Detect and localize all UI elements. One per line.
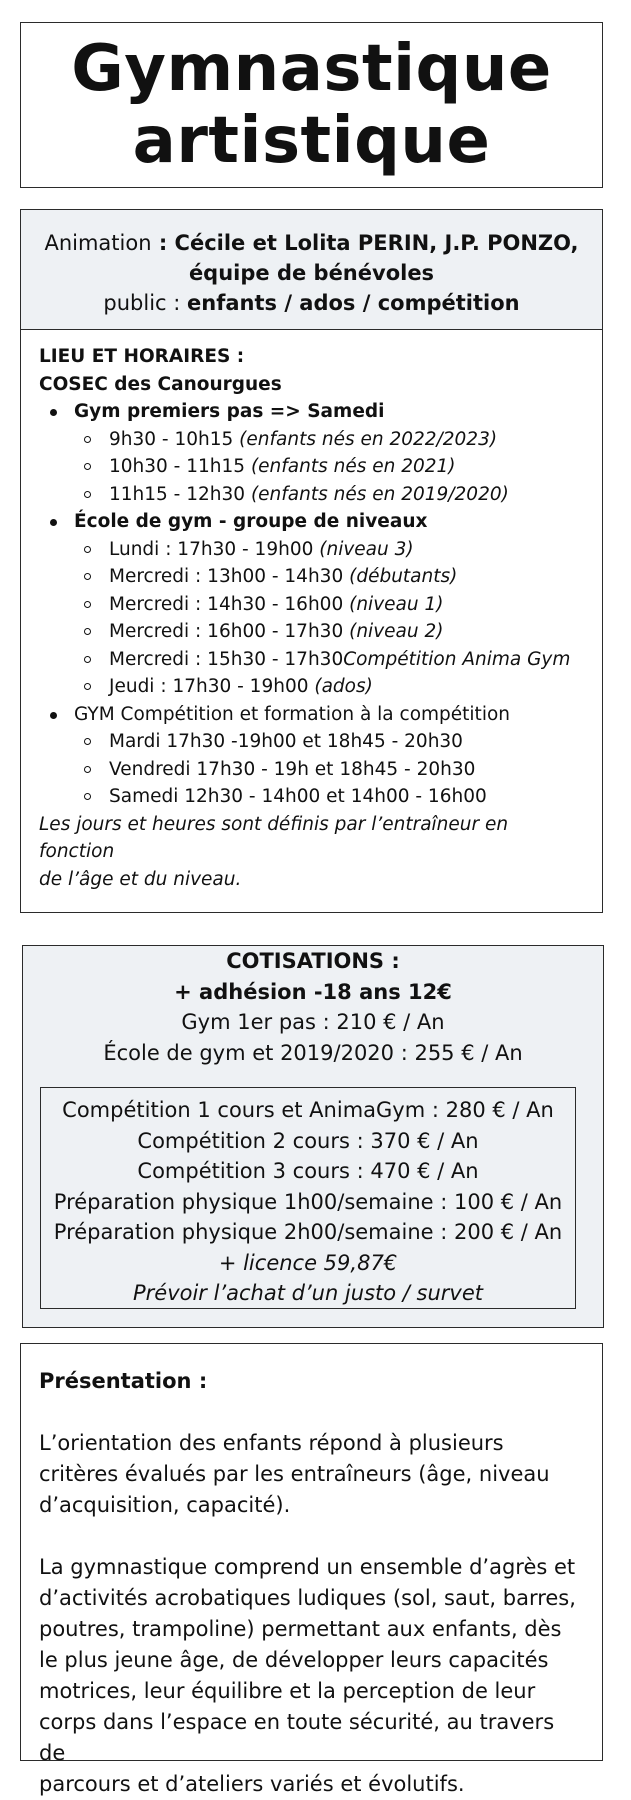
slot-note: (ados) [314,676,373,697]
paragraph-line: le plus jeune âge, de développer leurs capacités [39,1648,549,1672]
slot-item [74,618,584,646]
slot-item [74,783,584,811]
public-value: enfants / ados / compétition [187,291,520,315]
animation-label: Animation [44,231,152,255]
slot-time: Mercredi : 13h00 - 14h30 [109,566,350,587]
slot-item [74,563,584,591]
slot-time: Vendredi 17h30 - 19h et 18h45 - 20h30 [109,758,476,780]
cotisations-heading: COTISATIONS : [226,949,400,973]
group-label: Gym premiers pas => Samedi [74,401,385,422]
slot-time: 11h15 - 12h30 [109,483,251,505]
title-line-1: Gymnastique [71,32,552,106]
cotisations-summary [23,946,603,1068]
cotisations-box [22,945,604,1328]
footnote-line-2: de l’âge et du niveau. [39,868,242,890]
lieu-heading: LIEU ET HORAIRES : [39,346,245,367]
lieu-place: COSEC des Canourgues [39,373,282,395]
slot-time: Jeudi : 17h30 - 19h00 [109,676,315,697]
slot-note: (enfants nés en 2021) [250,456,456,477]
title-line-2: artistique [132,104,491,178]
ecole-de-gym-price: École de gym et 2019/2020 : 255 € / An [103,1040,523,1065]
price-line: Préparation physique 2h00/semaine : 200 € / An [53,1220,563,1244]
slot-item [74,673,584,701]
price-line: Préparation physique 1h00/semaine : 100 € / An [53,1189,563,1214]
slot-item [74,756,584,784]
slot-list [74,426,584,509]
animation-names-line-1: Cécile et Lolita PERIN, J.P. PONZO, [174,231,579,255]
slot-item [74,728,584,756]
paragraph-line: poutres, trampoline) permettant aux enfants, dès [39,1617,562,1641]
paragraph-line: d’acquisition, capacité). [39,1493,291,1517]
slot-time: Mercredi : 14h30 - 16h00 [109,593,350,615]
animation-names-line-2: équipe de bénévoles [188,261,435,285]
public-label: public : [103,291,188,315]
presentation-body [21,1344,602,1800]
slot-list [74,728,584,811]
presentation-heading: Présentation : [39,1369,208,1393]
footnote-line-1: Les jours et heures sont définis par l’entraîneur en fonction [39,813,509,862]
adhesion-line: + adhésion -18 ans 12€ [174,979,452,1004]
slot-list [74,536,584,701]
title-box [20,22,603,188]
paragraph-line: critères évalués par les entraîneurs (âge, niveau [39,1462,550,1486]
licence-line: + licence 59,87€ [218,1250,398,1275]
slot-item [74,426,584,454]
info-body [21,330,602,893]
presentation-box [20,1343,603,1796]
animation-line [31,228,592,258]
paragraph-line: parcours et d’ateliers variés et évolutifs. [39,1772,465,1796]
competition-prices-box [40,1087,576,1309]
slot-item [74,646,584,674]
schedule-list [39,398,584,811]
price-line: Compétition 3 cours : 470 € / An [137,1159,479,1183]
slot-time: 9h30 - 10h15 [109,428,240,450]
slot-time: Mercredi : 15h30 - 17h30 [109,648,344,670]
slot-time: Samedi 12h30 - 14h00 et 14h00 - 16h00 [109,786,487,807]
price-line: Compétition 2 cours : 370 € / An [137,1128,479,1153]
slot-time: Lundi : 17h30 - 19h00 [109,538,320,560]
info-box [20,209,603,913]
slot-item [74,591,584,619]
gym-premier-pas-price: Gym 1er pas : 210 € / An [181,1010,445,1034]
animation-separator: : [151,231,175,255]
slot-time: 10h30 - 11h15 [109,456,251,477]
slot-note: (niveau 3) [319,538,414,560]
slot-time: Mercredi : 16h00 - 17h30 [109,621,350,642]
group-ecole-de-gym [39,508,584,701]
paragraph-line: d’activités acrobatiques ludiques (sol, saut, barres, [39,1586,576,1610]
public-line [31,288,592,318]
justo-line: Prévoir l’achat d’un justo / survet [132,1281,483,1305]
slot-note: (enfants nés en 2022/2023) [239,428,498,450]
price-line: Compétition 1 cours et AnimaGym : 280 € / An [62,1098,554,1122]
group-label: École de gym - groupe de niveaux [74,511,428,532]
info-header [21,210,602,330]
slot-note: (niveau 2) [349,621,444,642]
slot-note: Compétition Anima Gym [343,648,571,670]
slot-note: (enfants nés en 2019/2020) [250,483,509,505]
group-gym-premiers-pas [39,398,584,508]
slot-item [74,453,584,481]
paragraph-line: motrices, leur équilibre et la perception de leur [39,1679,536,1703]
slot-note: (niveau 1) [349,593,444,615]
page-title [21,23,602,177]
paragraph-line: L’orientation des enfants répond à plusieurs [39,1431,504,1455]
slot-item [74,536,584,564]
slot-note: (débutants) [349,566,458,587]
group-gym-competition [39,701,584,811]
paragraph-line: corps dans l’espace en toute sécurité, au travers de [39,1710,555,1765]
slot-item [74,481,584,509]
slot-time: Mardi 17h30 -19h00 et 18h45 - 20h30 [109,731,463,752]
paragraph-line: La gymnastique comprend un ensemble d’agrès et [39,1555,576,1579]
group-label: GYM Compétition et formation à la compétition [74,703,510,725]
